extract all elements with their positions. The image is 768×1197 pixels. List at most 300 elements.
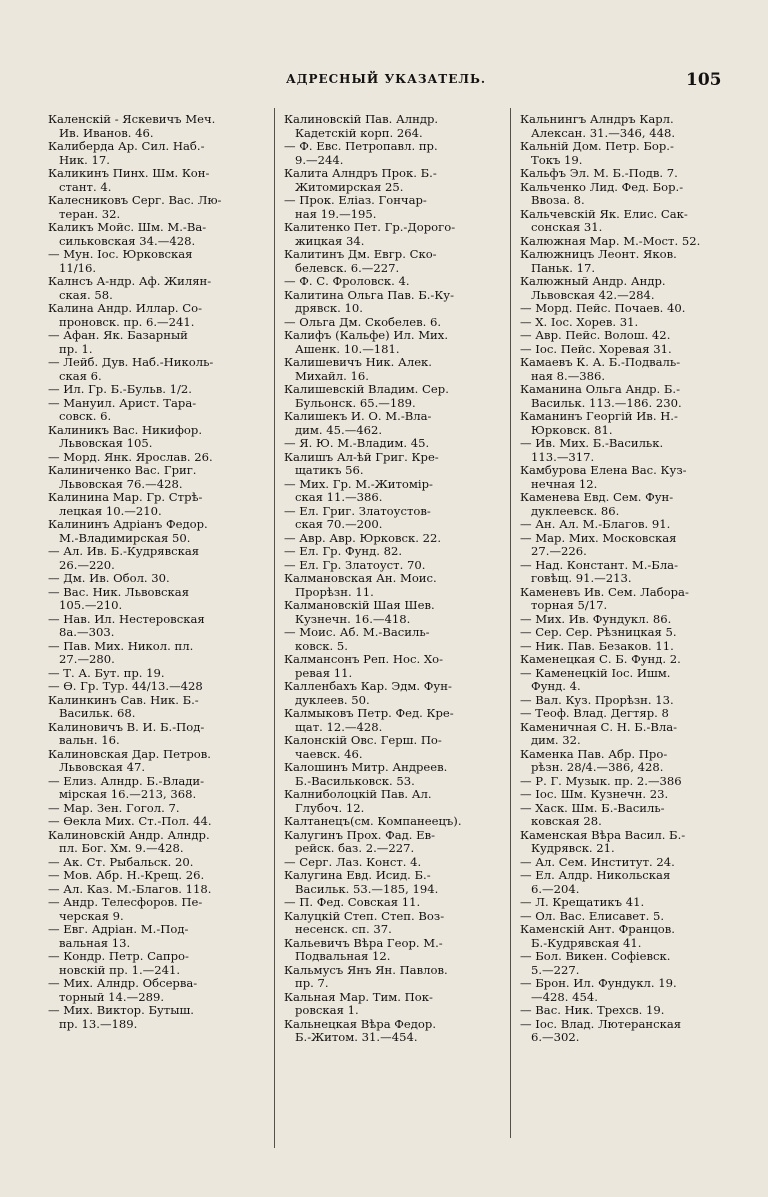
entry-line: Калина Андр. Иллар. Со- [48,302,203,315]
directory-entry [520,464,742,491]
directory-entry [284,910,506,937]
directory-entry [48,451,270,465]
directory-entry [520,1018,742,1045]
directory-entry [48,383,270,397]
entry-line: ковская 28. [531,815,602,828]
entry-line: Кузнечн. 16.—418. [295,612,411,626]
entry-line: Калонскій Овс. Герш. По- [284,734,442,747]
entry-line: Калниболоцкій Пав. Ал. [284,788,432,801]
entry-line: Калмановская Ан. Моис. [284,572,437,585]
entry-line: Кальчевскій Як. Елис. Сак- [520,207,688,221]
entry-line: 113.—317. [531,450,595,464]
directory-entry [520,248,742,275]
entry-line: Глубоч. 12. [295,801,365,815]
entry-line: Каманинъ Георгій Ив. Н.- [520,410,678,423]
entry-line: Калиниченко Вас. Григ. [48,464,197,477]
entry-line: Калитинъ Дм. Евгр. Ско- [284,248,437,261]
entry-line: — Вал. Куз. Прорѣзн. 13. [520,693,674,707]
entry-line: Калугинъ Прох. Фад. Ев- [284,828,436,842]
directory-entry [520,626,742,640]
entry-line: Алексан. 31.—346, 448. [531,126,676,140]
entry-line: сильковская 34.—428. [59,234,196,248]
entry-line: Камбурова Елена Вас. Куз- [520,464,687,477]
entry-line: Токъ 19. [531,153,583,167]
entry-line: Каменецкая С. Б. Фунд. 2. [520,653,681,666]
directory-entry [284,1018,506,1045]
entry-line: Кальченко Лид. Фед. Бор.- [520,180,684,194]
directory-entry [48,1004,270,1031]
entry-line: Кудрявск. 21. [531,842,615,855]
directory-entry [284,289,506,316]
entry-line: 5.—227. [531,963,580,977]
entry-line: Калмановскій Шая Шев. [284,599,435,612]
entry-line: Кальевичъ Вѣра Геор. М.- [284,936,443,950]
directory-entry [48,694,270,721]
directory-entry [48,748,270,775]
directory-entry [520,613,742,627]
directory-entry [284,788,506,815]
directory-entry [284,653,506,680]
directory-entry [520,491,742,518]
entry-line: ная 19.—195. [295,207,377,221]
directory-entry [520,343,742,357]
entry-line: пр. 13.—189. [59,1017,138,1031]
entry-line: торная 5/17. [531,599,608,612]
entry-line: дим. 32. [531,734,581,747]
directory-entry [284,140,506,167]
entry-line: — Авр. Авр. Юрковск. 22. [284,531,442,545]
directory-entry [284,856,506,870]
entry-line: Львовская 42.—284. [531,288,655,302]
directory-entry [48,424,270,451]
entry-line: 8а.—303. [59,626,115,639]
entry-line: Ашенк. 10.—181. [295,342,400,356]
entry-line: ревая 11. [295,666,353,680]
directory-entry [48,923,270,950]
directory-entry [284,545,506,559]
entry-line: Васильк. 113.—186. 230. [531,396,682,410]
entry-line: ровская 1. [295,1004,359,1017]
directory-entry [284,734,506,761]
entry-line: Калиникъ Вас. Никифор. [48,423,203,437]
directory-entry [520,856,742,870]
directory-entry [48,491,270,518]
entry-line: — Андр. Телесфоров. Пе- [48,896,203,909]
entry-line: рѣзн. 28/4.—386, 428. [531,761,664,774]
entry-line: дуклеев. 50. [295,693,370,707]
directory-entry [520,316,742,330]
directory-entry [284,248,506,275]
entry-line: Калишекъ И. О. М.-Вла- [284,410,432,423]
entry-line: Калитина Ольга Пав. Б.-Ку- [284,288,455,302]
directory-entry [48,613,270,640]
entry-line: — Вас. Ник. Львовская [48,585,190,599]
entry-line: Михайл. 16. [295,369,369,383]
entry-line: 26.—220. [59,558,115,572]
directory-entry [520,518,742,532]
entry-line: пр. 1. [59,342,93,356]
entry-line: — Ол. Вас. Елисавет. 5. [520,909,665,923]
directory-entry [284,275,506,289]
entry-line: Калиновскій Пав. Алндр. [284,113,439,126]
entry-line: Каленскій - Яскевичъ Меч. [48,113,216,126]
entry-line: — Мих. Алндр. Обсерва- [48,977,198,990]
entry-line: — Афан. Як. Базарный [48,329,188,342]
entry-line: — Мов. Абр. Н.-Крещ. 26. [48,869,205,882]
entry-line: торный 14.—289. [59,990,165,1004]
entry-line: Калишевскій Владим. Сер. [284,383,449,396]
entry-line: — Л. Крещатикъ 41. [520,896,645,909]
directory-entry [48,302,270,329]
directory-entry [284,505,506,532]
entry-line: 105.—210. [59,599,123,612]
entry-line: Калинина Мар. Гр. Стрѣ- [48,491,203,504]
directory-entry [48,667,270,681]
entry-line: — Кондр. Петр. Сапро- [48,950,189,963]
entry-line: 27.—280. [59,653,115,666]
entry-line: Калюжная Мар. М.-Мост. 52. [520,234,701,248]
directory-entry [520,437,742,464]
directory-entry [520,653,742,667]
entry-line: — Р. Г. Музык. пр. 2.—386 [520,774,682,788]
entry-line: 6.—302. [531,1031,580,1044]
column-3 [520,113,742,1045]
directory-entry [284,937,506,964]
entry-line: Львовская 76.—428. [59,477,183,491]
entry-line: — Ф. Евс. Петропавл. пр. [284,140,438,153]
entry-line: — Морд. Янк. Ярослав. 26. [48,450,213,464]
entry-line: жицкая 34. [295,234,365,248]
entry-line: ная 8.—386. [531,369,606,383]
entry-line: — Мар. Мих. Московская [520,531,677,545]
entry-line: 11/16. [59,261,97,275]
entry-line: дим. 45.—462. [295,423,383,437]
directory-entry [48,140,270,167]
entry-line: Калифъ (Кальфе) Ил. Мих. [284,329,449,342]
entry-line: Калиберда Ар. Сил. Наб.- [48,140,205,153]
entry-line: Кальная Мар. Тим. Пок- [284,990,433,1004]
entry-line: Калтанецъ(см. Компанеецъ). [284,815,462,828]
entry-line: — Серг. Лаз. Конст. 4. [284,855,422,869]
entry-line: Калиновская Дар. Петров. [48,747,211,761]
entry-line: — Ан. Ал. М.-Благов. 91. [520,518,671,531]
directory-entry [48,221,270,248]
directory-entry [520,910,742,924]
entry-line: Б.-Житом. 31.—454. [295,1031,418,1044]
entry-line: Калнсъ А-ндр. Аф. Жилян- [48,275,212,288]
directory-entry [520,356,742,383]
directory-entry [520,383,742,410]
entry-line: ская 70.—200. [295,518,383,531]
directory-entry [48,329,270,356]
entry-line: — Ольга Дм. Скобелев. 6. [284,315,442,329]
directory-entry [284,680,506,707]
directory-entry [48,856,270,870]
entry-line: — Мих. Гр. М.-Житомір- [284,477,433,491]
directory-entry [48,356,270,383]
entry-line: Калленбахъ Кар. Эдм. Фун- [284,680,452,693]
entry-line: — Пав. Мих. Никол. пл. [48,639,194,653]
entry-line: лецкая 10.—210. [59,504,162,518]
directory-entry [48,545,270,572]
entry-line: Каликъ Мойс. Шм. М.-Ва- [48,221,207,234]
directory-entry [284,167,506,194]
entry-line: Б.-Кудрявская 41. [531,936,642,950]
entry-line: — Мануил. Арист. Тара- [48,396,197,410]
directory-entry [520,788,742,802]
directory-entry [48,896,270,923]
entry-line: рейск. баз. 2.—227. [295,842,415,855]
entry-line: — П. Фед. Совская 11. [284,896,421,909]
column-1 [48,113,270,1031]
directory-entry [520,707,742,721]
entry-line: Калишевичъ Ник. Алек. [284,356,432,369]
directory-entry [284,329,506,356]
entry-line: Фунд. 4. [531,680,581,693]
entry-line: вальная 13. [59,936,131,950]
entry-line: Кальнингъ Алндръ Карл. [520,113,674,126]
entry-line: Каликинъ Пинх. Шм. Кон- [48,167,210,180]
directory-entry [284,896,506,910]
entry-line: Васильк. 68. [59,707,136,720]
entry-line: — Ал. Ив. Б.-Кудрявская [48,545,200,558]
directory-entry [284,478,506,505]
directory-entry [48,572,270,586]
entry-line: — Мих. Виктор. Бутыш. [48,1004,194,1017]
entry-line: — Ал. Каз. М.-Благов. 118. [48,882,212,896]
directory-entry [48,518,270,545]
directory-entry [520,829,742,856]
directory-entry [284,829,506,856]
page-number: 105 [686,70,722,90]
column-2 [284,113,506,1045]
entry-line: — Ив. Мих. Б.-Васильк. [520,437,664,450]
directory-entry [284,532,506,546]
entry-line: — Над. Констант. М.-Бла- [520,558,679,572]
directory-entry [48,775,270,802]
entry-line: — Ѳекла Мих. Ст.-Пол. 44. [48,815,212,828]
directory-entry [284,599,506,626]
directory-entry [284,451,506,478]
directory-entry [48,167,270,194]
directory-entry [520,667,742,694]
entry-line: проновск. пр. 6.—241. [59,315,195,329]
directory-entry [284,572,506,599]
directory-entry [48,248,270,275]
directory-entry [520,775,742,789]
entry-line: Каменская Вѣра Васил. Б.- [520,828,686,842]
entry-line: — Ник. Пав. Безаков. 11. [520,639,674,653]
entry-line: — Ал. Сем. Институт. 24. [520,855,675,869]
entry-line: — Вас. Ник. Трехсв. 19. [520,1004,665,1017]
entry-line: дрявск. 10. [295,302,363,315]
entry-line: ская 11.—386. [295,491,383,504]
entry-line: — Брон. Ил. Фундукл. 19. [520,977,677,990]
entry-line: щатикъ 56. [295,464,364,477]
entry-line: несенск. сп. 37. [295,923,392,936]
entry-line: черская 9. [59,909,124,923]
entry-line: Бульонск. 65.—189. [295,396,416,410]
entry-line: Подвальная 12. [295,950,391,963]
entry-line: — Ел. Гр. Фунд. 82. [284,545,403,558]
directory-entry [520,694,742,708]
entry-line: сонская 31. [531,221,603,234]
entry-line: — Ел. Григ. Златоустов- [284,504,431,518]
entry-line: пл. Бог. Хм. 9.—428. [59,842,184,855]
entry-line: Б.-Васильковск. 53. [295,774,415,788]
entry-line: — Лейб. Дув. Наб.-Николь- [48,356,214,369]
entry-line: Калитенко Пет. Гр.-Дорого- [284,221,456,234]
directory-entry [48,194,270,221]
entry-line: М.-Владимирская 50. [59,531,191,545]
entry-line: Кальній Дом. Петр. Бор.- [520,140,674,153]
directory-entry [520,977,742,1004]
entry-line: — Ф. С. Фроловск. 4. [284,275,410,288]
entry-line: Каменичная С. Н. Б.-Вла- [520,720,678,734]
entry-line: — Морд. Пейс. Почаев. 40. [520,302,686,315]
directory-entry [284,815,506,829]
entry-line: Кадетскій корп. 264. [295,126,423,140]
entry-line: стант. 4. [59,180,112,194]
directory-entry [284,316,506,330]
directory-entry [284,869,506,896]
directory-entry [284,437,506,451]
entry-line: 27.—226. [531,545,587,558]
entry-line: — Моис. Аб. М.-Василь- [284,626,430,639]
entry-line: Ввоза. 8. [531,194,585,207]
entry-line: Кальфъ Эл. М. Б.-Подв. 7. [520,167,678,180]
directory-entry [520,923,742,950]
entry-line: — Ел. Алдр. Никольская [520,869,671,882]
entry-line: — Ил. Гр. Б.-Бульв. 1/2. [48,383,192,396]
directory-entry [284,113,506,140]
entry-line: — Авр. Пейс. Волош. 42. [520,329,671,342]
entry-line: дуклеевск. 86. [531,504,620,518]
column-divider [510,108,511,1138]
directory-entry [520,748,742,775]
directory-entry [284,383,506,410]
entry-line: говѣщ. 91.—213. [531,572,632,585]
directory-entry [520,410,742,437]
entry-line: — Каменецкій Іос. Ишм. [520,666,671,680]
column-divider [274,108,275,1148]
entry-line: — Теоф. Влад. Дегтяр. 8 [520,707,669,720]
entry-line: Калесниковъ Серг. Вас. Лю- [48,194,222,207]
directory-entry [520,113,742,140]
directory-entry [48,397,270,424]
entry-line: Каменевъ Ив. Сем. Лабора- [520,585,689,599]
directory-entry [48,113,270,140]
directory-entry [284,221,506,248]
entry-line: нечная 12. [531,477,598,491]
directory-entry [48,829,270,856]
entry-line: Каменка Пав. Абр. Про- [520,747,668,761]
entry-line: — Евг. Адріан. М.-Под- [48,923,189,936]
entry-line: — Я. Ю. М.-Владим. 45. [284,437,430,450]
entry-line: — Сер. Сер. Рѣзницкая 5. [520,626,677,639]
entry-line: новскій пр. 1.—241. [59,963,181,977]
directory-entry [284,707,506,734]
entry-line: — Ак. Ст. Рыбальск. 20. [48,855,194,869]
directory-entry [520,586,742,613]
directory-entry [284,626,506,653]
entry-line: Каманина Ольга Андр. Б.- [520,383,681,396]
entry-line: — Бол. Викен. Софіевск. [520,950,671,963]
directory-entry [284,559,506,573]
entry-line: Житомирская 25. [295,180,404,194]
entry-line: Камаевъ К. А. Б.-Подваль- [520,356,681,369]
entry-line: чаевск. 46. [295,747,363,761]
entry-line: Львовская 105. [59,437,153,450]
directory-entry [284,964,506,991]
entry-line: белевск. 6.—227. [295,261,400,275]
directory-entry [520,140,742,167]
entry-line: Калюжницъ Леонт. Яков. [520,248,677,261]
entry-line: Калиновичъ В. И. Б.-Под- [48,720,205,734]
entry-line: 9.—244. [295,153,344,167]
directory-entry [284,410,506,437]
directory-entry [48,950,270,977]
entry-line: Паньк. 17. [531,261,596,275]
entry-line: Ив. Иванов. 46. [59,126,154,140]
entry-line: — Дм. Ив. Обол. 30. [48,572,170,585]
directory-entry [520,950,742,977]
entry-line: Львовская 47. [59,761,146,774]
entry-line: — Іос. Влад. Лютеранская [520,1017,682,1031]
entry-line: Калошинъ Митр. Андреев. [284,761,448,774]
directory-entry [48,802,270,816]
entry-line: Ник. 17. [59,153,110,167]
directory-entry [48,869,270,883]
directory-entry [520,802,742,829]
entry-line: Юрковск. 81. [531,423,613,437]
entry-line: — Елиз. Алндр. Б.-Влади- [48,774,205,788]
directory-entry [520,235,742,249]
directory-entry [520,275,742,302]
directory-entry [520,869,742,896]
entry-line: щат. 12.—428. [295,720,383,734]
entry-line: Каменскій Ант. Францов. [520,923,675,936]
directory-entry [48,721,270,748]
directory-entry [48,883,270,897]
entry-line: Каменева Евд. Сем. Фун- [520,491,674,504]
directory-entry [284,761,506,788]
entry-line: — Іос. Пейс. Хоревая 31. [520,342,672,356]
entry-line: — Мих. Ив. Фундукл. 86. [520,612,672,626]
directory-entry [284,194,506,221]
directory-entry [284,356,506,383]
directory-entry [520,721,742,748]
directory-entry [48,977,270,1004]
entry-line: Калита Алндръ Прок. Б.- [284,167,437,180]
entry-line: — Х. Іос. Хорев. 31. [520,315,639,329]
directory-entry [48,815,270,829]
entry-line: Калмыковъ Петр. Фед. Кре- [284,707,454,720]
entry-line: ская. 58. [59,288,113,302]
directory-entry [520,640,742,654]
entry-line: — Прок. Еліаз. Гончар- [284,194,427,207]
entry-line: теран. 32. [59,207,121,221]
entry-line: Калиновскій Андр. Алндр. [48,828,210,842]
entry-line: — Мун. Іос. Юрковская [48,248,193,261]
directory-entry [48,275,270,302]
directory-entry [520,896,742,910]
directory-entry [520,302,742,316]
entry-line: Калюжный Андр. Андр. [520,275,666,288]
entry-line: —428. 454. [531,990,598,1004]
entry-line: ковск. 5. [295,639,348,653]
entry-line: Калининъ Адріанъ Федор. [48,518,208,531]
